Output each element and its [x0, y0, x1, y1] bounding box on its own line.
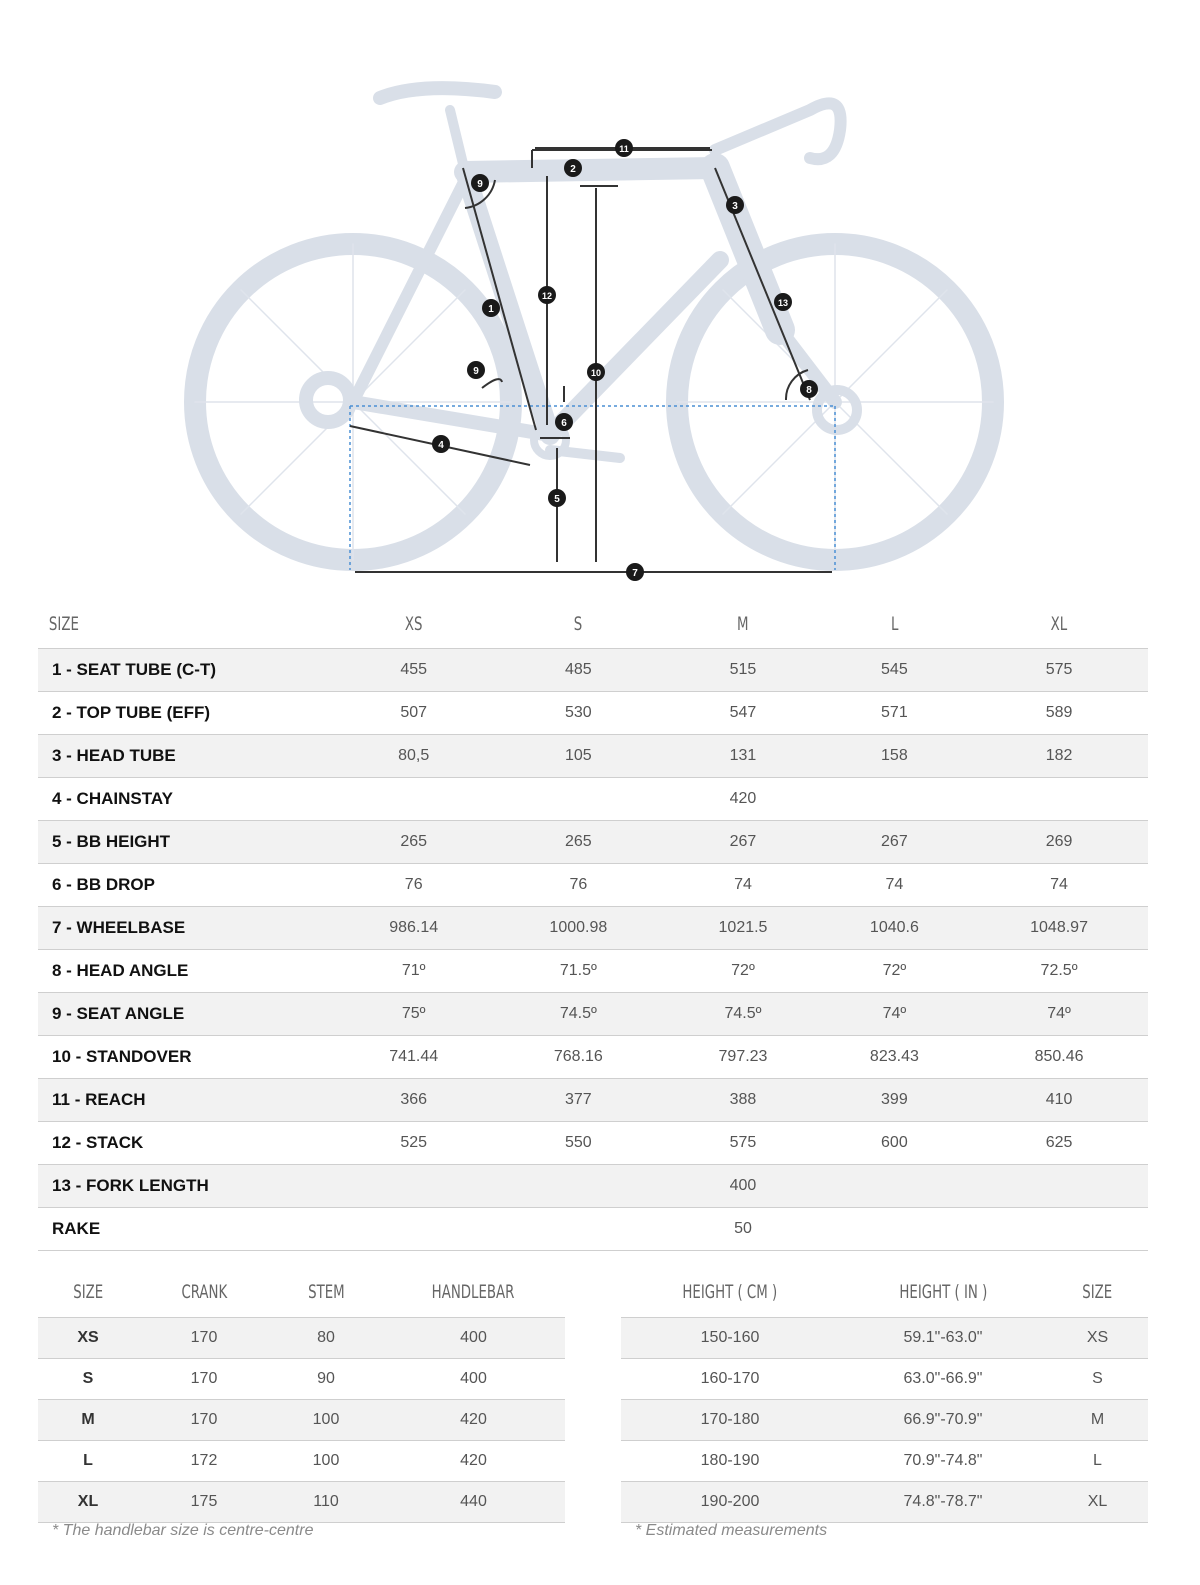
- geometry-row: [38, 950, 1148, 993]
- value-cell: 175: [138, 1482, 270, 1523]
- row-value: [338, 1165, 489, 1208]
- handlebar-footnote: * The handlebar size is centre-centre: [52, 1522, 314, 1539]
- value-cell: 440: [382, 1482, 565, 1523]
- marker-label: 9: [477, 179, 483, 190]
- components-row: [38, 1359, 565, 1400]
- value-cell: 74.8"-78.7": [839, 1482, 1047, 1523]
- row-value: [338, 778, 489, 821]
- value-cell: L: [1047, 1441, 1148, 1482]
- sizing-table: [621, 1267, 1148, 1523]
- size-cell: XL: [38, 1482, 138, 1523]
- sizing-row: [621, 1359, 1148, 1400]
- size-cell: XS: [38, 1318, 138, 1359]
- row-value: 50: [667, 1208, 818, 1251]
- row-value: 1000.98: [489, 907, 667, 950]
- row-value: 74º: [819, 993, 970, 1036]
- row-value: 267: [819, 821, 970, 864]
- value-cell: 90: [270, 1359, 382, 1400]
- marker-label: 11: [619, 144, 629, 154]
- marker-label: 7: [632, 568, 638, 579]
- header-size: SIZE: [1047, 1267, 1148, 1318]
- row-label: 5 - BB HEIGHT: [38, 821, 338, 864]
- value-cell: 70.9"-74.8": [839, 1441, 1047, 1482]
- row-value: 625: [970, 1122, 1148, 1165]
- row-value: [819, 1165, 970, 1208]
- row-value: 265: [338, 821, 489, 864]
- geometry-row: [38, 1036, 1148, 1079]
- row-value: 72º: [667, 950, 818, 993]
- row-value: 71º: [338, 950, 489, 993]
- row-value: 600: [819, 1122, 970, 1165]
- header-xl: XL: [990, 600, 1129, 649]
- header-height-cm: HEIGHT ( CM ): [621, 1267, 839, 1318]
- row-value: 410: [970, 1079, 1148, 1122]
- components-table: [38, 1267, 565, 1523]
- value-cell: 190-200: [621, 1482, 839, 1523]
- row-value: 72º: [819, 950, 970, 993]
- row-value: 1021.5: [667, 907, 818, 950]
- header-stem: STEM: [270, 1267, 382, 1318]
- marker-label: 5: [554, 494, 560, 505]
- row-value: 75º: [338, 993, 489, 1036]
- bike-geometry-diagram: [180, 70, 1020, 590]
- row-value: 158: [819, 735, 970, 778]
- row-value: 71.5º: [489, 950, 667, 993]
- row-value: 455: [338, 649, 489, 692]
- row-value: 768.16: [489, 1036, 667, 1079]
- size-cell: M: [38, 1400, 138, 1441]
- value-cell: 172: [138, 1441, 270, 1482]
- header-s: S: [509, 600, 648, 649]
- row-value: [970, 778, 1148, 821]
- components-row: [38, 1318, 565, 1359]
- row-value: [489, 1165, 667, 1208]
- row-value: 797.23: [667, 1036, 818, 1079]
- value-cell: 66.9"-70.9": [839, 1400, 1047, 1441]
- row-label: 10 - STANDOVER: [38, 1036, 338, 1079]
- row-label: 7 - WHEELBASE: [38, 907, 338, 950]
- row-value: 80,5: [338, 735, 489, 778]
- marker-label: 3: [732, 201, 738, 212]
- header-xs: XS: [355, 600, 473, 649]
- row-value: 515: [667, 649, 818, 692]
- geometry-row: [38, 821, 1148, 864]
- row-value: 72.5º: [970, 950, 1148, 993]
- header-size: SIZE: [38, 1267, 138, 1318]
- marker-label: 12: [541, 291, 553, 301]
- row-label: 4 - CHAINSTAY: [38, 778, 338, 821]
- value-cell: 110: [270, 1482, 382, 1523]
- row-label: 6 - BB DROP: [38, 864, 338, 907]
- measurement-lines: [350, 148, 832, 572]
- sizing-row: [621, 1441, 1148, 1482]
- row-value: 74: [819, 864, 970, 907]
- size-cell: S: [38, 1359, 138, 1400]
- geometry-row: [38, 1122, 1148, 1165]
- value-cell: 80: [270, 1318, 382, 1359]
- value-cell: 170: [138, 1359, 270, 1400]
- value-cell: S: [1047, 1359, 1148, 1400]
- row-label: 2 - TOP TUBE (EFF): [38, 692, 338, 735]
- value-cell: XS: [1047, 1318, 1148, 1359]
- marker-label: 13: [777, 298, 789, 308]
- value-cell: 100: [270, 1400, 382, 1441]
- geometry-row: [38, 649, 1148, 692]
- geometry-row: [38, 864, 1148, 907]
- marker-label: 10: [590, 368, 602, 378]
- components-header-row: [38, 1267, 565, 1318]
- row-value: 1040.6: [819, 907, 970, 950]
- value-cell: XL: [1047, 1482, 1148, 1523]
- row-value: 74º: [970, 993, 1148, 1036]
- row-label: 1 - SEAT TUBE (C-T): [38, 649, 338, 692]
- row-value: [489, 778, 667, 821]
- row-value: 571: [819, 692, 970, 735]
- sizing-header-row: [621, 1267, 1148, 1318]
- row-value: 105: [489, 735, 667, 778]
- row-value: 76: [338, 864, 489, 907]
- components-row: [38, 1441, 565, 1482]
- value-cell: 420: [382, 1441, 565, 1482]
- geometry-row: [38, 735, 1148, 778]
- value-cell: 100: [270, 1441, 382, 1482]
- value-cell: 180-190: [621, 1441, 839, 1482]
- value-cell: 400: [382, 1318, 565, 1359]
- sizing-row: [621, 1482, 1148, 1523]
- row-label: 8 - HEAD ANGLE: [38, 950, 338, 993]
- row-value: 265: [489, 821, 667, 864]
- value-cell: M: [1047, 1400, 1148, 1441]
- value-cell: 160-170: [621, 1359, 839, 1400]
- row-value: 507: [338, 692, 489, 735]
- row-value: 74.5º: [489, 993, 667, 1036]
- estimate-footnote: * Estimated measurements: [635, 1522, 828, 1539]
- marker-label: 2: [570, 164, 576, 175]
- row-label: 9 - SEAT ANGLE: [38, 993, 338, 1036]
- row-value: 575: [667, 1122, 818, 1165]
- row-value: 850.46: [970, 1036, 1148, 1079]
- row-label: 12 - STACK: [38, 1122, 338, 1165]
- geometry-row: [38, 692, 1148, 735]
- header-height-in: HEIGHT ( IN ): [839, 1267, 1047, 1318]
- row-value: 1048.97: [970, 907, 1148, 950]
- header-l: L: [835, 600, 953, 649]
- sizing-row: [621, 1318, 1148, 1359]
- row-value: 182: [970, 735, 1148, 778]
- row-value: 547: [667, 692, 818, 735]
- value-cell: 420: [382, 1400, 565, 1441]
- row-value: 986.14: [338, 907, 489, 950]
- bike-silhouette: [195, 88, 993, 560]
- row-value: 741.44: [338, 1036, 489, 1079]
- value-cell: 150-160: [621, 1318, 839, 1359]
- header-crank: CRANK: [138, 1267, 270, 1318]
- size-cell: L: [38, 1441, 138, 1482]
- row-value: 74.5º: [667, 993, 818, 1036]
- row-value: [338, 1208, 489, 1251]
- row-value: 76: [489, 864, 667, 907]
- sizing-row: [621, 1400, 1148, 1441]
- header-m: M: [684, 600, 802, 649]
- geometry-row: [38, 1208, 1148, 1251]
- geometry-row: [38, 1079, 1148, 1122]
- row-value: 131: [667, 735, 818, 778]
- geometry-row: [38, 778, 1148, 821]
- row-label: 3 - HEAD TUBE: [38, 735, 338, 778]
- row-value: [970, 1165, 1148, 1208]
- row-value: 74: [970, 864, 1148, 907]
- row-value: 399: [819, 1079, 970, 1122]
- marker-label: 8: [806, 385, 812, 396]
- header-size: SIZE: [38, 600, 272, 649]
- marker-label: 1: [488, 304, 494, 315]
- row-value: 485: [489, 649, 667, 692]
- geometry-row: [38, 1165, 1148, 1208]
- geometry-header-row: [38, 600, 1148, 649]
- header-handlebar: HANDLEBAR: [382, 1267, 565, 1318]
- value-cell: 170: [138, 1318, 270, 1359]
- row-value: 388: [667, 1079, 818, 1122]
- row-value: 400: [667, 1165, 818, 1208]
- row-value: 550: [489, 1122, 667, 1165]
- value-cell: 170: [138, 1400, 270, 1441]
- row-value: 589: [970, 692, 1148, 735]
- row-label: 11 - REACH: [38, 1079, 338, 1122]
- row-value: [819, 1208, 970, 1251]
- row-value: 530: [489, 692, 667, 735]
- row-value: 545: [819, 649, 970, 692]
- geometry-table: [38, 600, 1148, 1251]
- value-cell: 400: [382, 1359, 565, 1400]
- row-value: 366: [338, 1079, 489, 1122]
- row-value: 377: [489, 1079, 667, 1122]
- row-label: 13 - FORK LENGTH: [38, 1165, 338, 1208]
- row-value: 525: [338, 1122, 489, 1165]
- row-value: [970, 1208, 1148, 1251]
- value-cell: 59.1"-63.0": [839, 1318, 1047, 1359]
- row-value: 575: [970, 649, 1148, 692]
- marker-label: 4: [438, 440, 444, 451]
- value-cell: 170-180: [621, 1400, 839, 1441]
- marker-label: 9: [473, 366, 479, 377]
- row-value: 74: [667, 864, 818, 907]
- components-row: [38, 1482, 565, 1523]
- geometry-row: [38, 993, 1148, 1036]
- geometry-row: [38, 907, 1148, 950]
- row-value: 269: [970, 821, 1148, 864]
- row-value: 420: [667, 778, 818, 821]
- row-label: RAKE: [38, 1208, 338, 1251]
- row-value: [819, 778, 970, 821]
- row-value: 823.43: [819, 1036, 970, 1079]
- row-value: [489, 1208, 667, 1251]
- row-value: 267: [667, 821, 818, 864]
- marker-label: 6: [561, 418, 567, 429]
- value-cell: 63.0"-66.9": [839, 1359, 1047, 1400]
- components-row: [38, 1400, 565, 1441]
